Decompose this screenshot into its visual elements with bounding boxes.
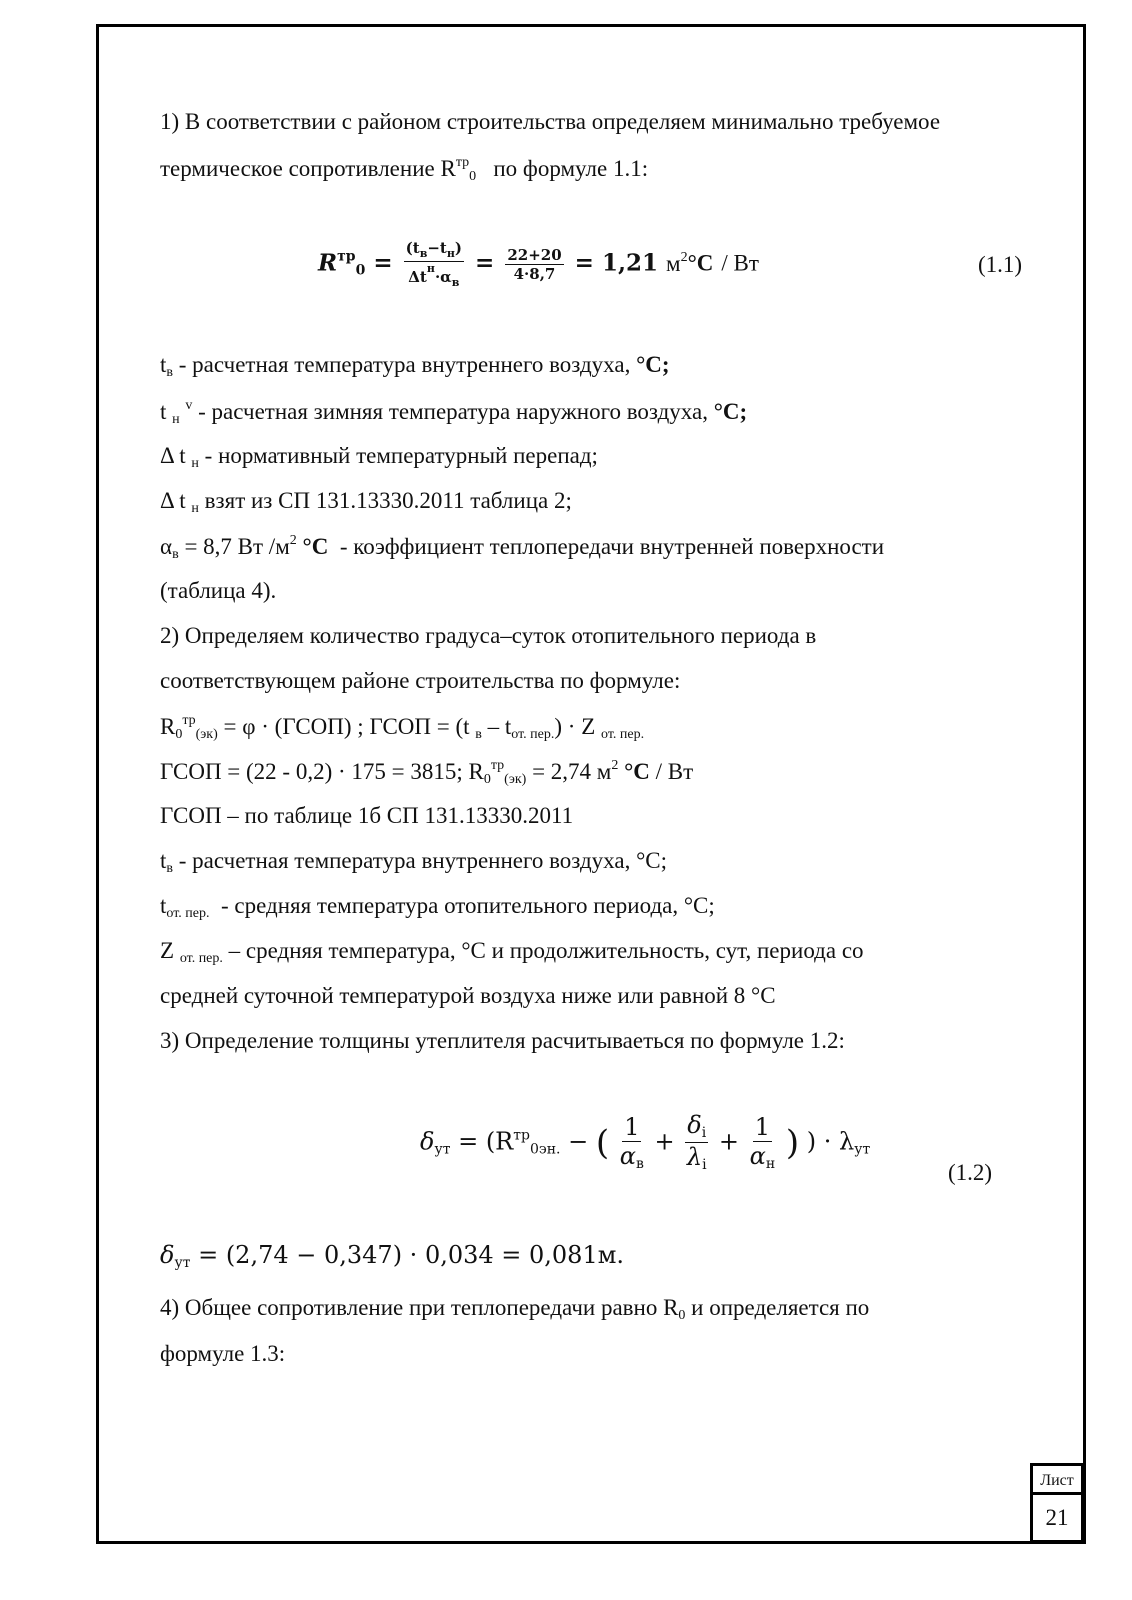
gsop-calculation: ГСОП = (22 - 0,2) · 175 = 3815; $R_0^{тр}_{(эк)} = 2,74$ $м^2$ °С / Вт xyxy=(160,758,694,787)
sheet-number-box xyxy=(1030,1463,1084,1543)
para2-line2: соответствующем районе строительства по формуле: xyxy=(160,668,681,693)
para4-line2: формуле 1.3: xyxy=(160,1341,286,1366)
def-alpha: $\alpha_в = 8,7$ Вт $/м^2$ °С - коэффициент теплопередачи внутренней поверхности xyxy=(160,533,885,562)
def-t-heating: $t_{от. пер.}$ - средняя температура отопительного периода, °С; xyxy=(160,893,715,921)
equation-number-1-2: (1.2) xyxy=(948,1160,993,1185)
equation-number-1-1: (1.1) xyxy=(978,252,1023,277)
def-tn: t $_н$ $^v$ - расчетная зимняя температура наружного воздуха, °С; xyxy=(160,398,748,427)
sheet-number: 21 xyxy=(1045,1505,1069,1530)
para4-line1: 4) Общее сопротивление при теплопередачи равно $R_0$ и определяется по xyxy=(160,1295,870,1323)
para1-line1: 1) В соответствии с районом строительства определяем минимально требуемое xyxy=(160,109,941,134)
def-tv: $t_в$ - расчетная температура внутреннего воздуха, °С; xyxy=(160,352,670,380)
equation-1-1: $R^{тр}_0$ = $\frac{(t_в-t_н)}{\Delta t^н\cdot\alpha_в}$ = $\frac{22+20}{4\cdot 8,7}$ = 1,21 $м^2^\circ С$ / Вт xyxy=(318,239,759,290)
def-tv-2: $t_в$ - расчетная температура внутреннего воздуха, °С; xyxy=(160,848,668,876)
para3-line1: 3) Определение толщины утеплителя расчитываеться по формуле 1.2: xyxy=(160,1028,845,1053)
gsop-formula: $R_0^{тр}_{(эк)} = \varphi$ · (ГСОП) ; ГСОП = (t $_в - t_{от. пер.}) \cdot Z$ $_{от. пер.}$ xyxy=(160,713,645,742)
equation-result: $\delta_{ут} = (2,74 - 0,347) \cdot 0,034 = 0,081м$. xyxy=(160,1241,625,1271)
def-alpha-cont: (таблица 4). xyxy=(160,578,277,603)
para2-line1: 2) Определяем количество градуса–суток отопительного периода в xyxy=(160,623,817,648)
gsop-source: ГСОП – по таблице 1б СП 131.13330.2011 xyxy=(160,803,574,828)
def-z-heating-cont: средней суточной температурой воздуха ниже или равной 8 °С xyxy=(160,983,776,1008)
equation-1-2: $\delta_{ут} = (R^{тр}_{0эн.}$ − ( $\frac{1}{\alpha_в}$ + $\frac{\delta_i}{\lambda_i}$ + $\frac{1}{\alpha_н}$ ) ) · $\lambda_{ут}$ xyxy=(420,1111,871,1174)
def-z-heating: Z $_{от. пер.}$ – средняя температура, °С и продолжительность, сут, периода со xyxy=(160,938,864,966)
para1-line2: термическое сопротивление $R^{тр}_0$ по формуле 1.1: xyxy=(160,155,649,184)
def-delta-t-source: Δ t $_н$ взят из СП 131.13330.2011 таблица 2; xyxy=(160,488,572,516)
sheet-label: Лист xyxy=(1033,1466,1081,1495)
def-delta-t: Δ t $_н$ - нормативный температурный перепад; xyxy=(160,443,598,471)
